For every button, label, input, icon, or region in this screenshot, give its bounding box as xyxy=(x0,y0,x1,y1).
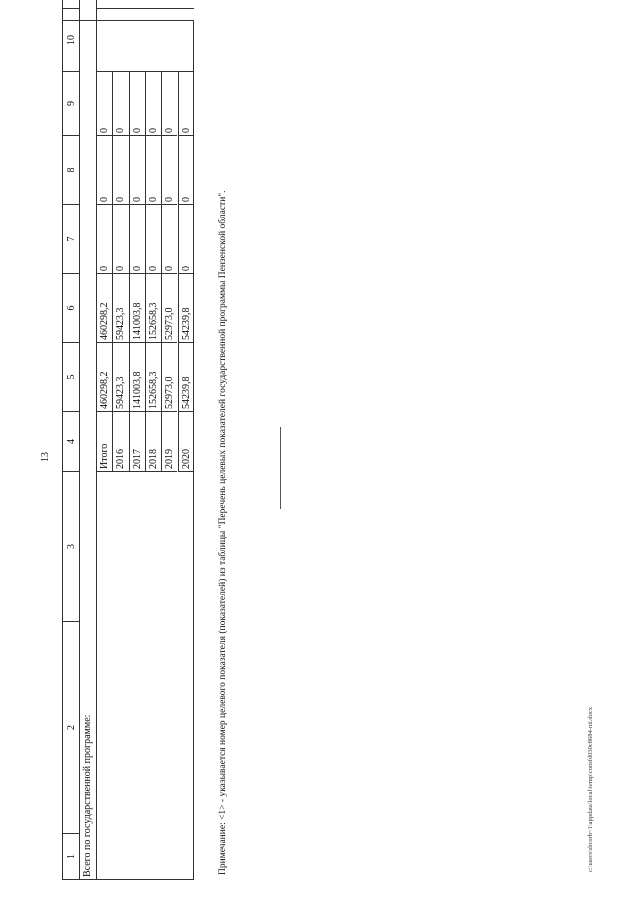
table-cell-r0-9: 0 xyxy=(96,72,112,136)
table-cell-r0-5: 460298,2 xyxy=(96,343,112,412)
blank-block-cols-1-3 xyxy=(96,472,194,880)
table-note: Примечание: <1> - указывается номер целевого показателя (показателей) из таблицы "Перечень целевых показателей государственной программы Пензенской области". xyxy=(218,190,228,875)
blank-block-col-11 xyxy=(96,0,194,9)
table-cell-r4-7: 0 xyxy=(161,205,177,274)
table-cell-r1-8: 0 xyxy=(112,136,128,205)
column-header-1: 1 xyxy=(62,834,79,880)
table-cell-r5-7: 0 xyxy=(178,205,194,274)
table-cell-r4-9: 0 xyxy=(161,72,177,136)
table-cell-r2-9: 0 xyxy=(129,72,145,136)
table-cell-r0-7: 0 xyxy=(96,205,112,274)
table-cell-r1-9: 0 xyxy=(112,72,128,136)
table-cell-r1-7: 0 xyxy=(112,205,128,274)
table-cell-r4-6: 52973,0 xyxy=(161,274,177,343)
footer-file-path: c:\users\shcorb~1\appdata\local\temp\consfd030c8684-nii.docx xyxy=(587,706,594,872)
column-header-2: 2 xyxy=(62,622,79,834)
page-number: 13 xyxy=(40,452,51,462)
table-cell-r5-9: 0 xyxy=(178,72,194,136)
separator-line xyxy=(280,427,281,509)
column-header-10: 10 xyxy=(62,9,79,72)
column-header-5: 5 xyxy=(62,343,79,412)
column-header-6: 6 xyxy=(62,274,79,343)
table-cell-r5-8: 0 xyxy=(178,136,194,205)
table-cell-r0-6: 460298,2 xyxy=(96,274,112,343)
blank-block-col-10 xyxy=(96,9,194,72)
table-cell-r2-7: 0 xyxy=(129,205,145,274)
table-border-bottom xyxy=(193,20,194,880)
funding-table xyxy=(62,20,194,880)
column-header-3: 3 xyxy=(62,472,79,622)
table-cell-r5-6: 54239,8 xyxy=(178,274,194,343)
column-header-9: 9 xyxy=(62,72,79,136)
section-title: Всего по государственной программе: xyxy=(79,0,96,880)
table-cell-r3-5: 152658,3 xyxy=(145,343,161,412)
table-border-right xyxy=(62,20,194,21)
table-cell-r5-4: 2020 xyxy=(178,412,194,472)
table-cell-r3-4: 2018 xyxy=(145,412,161,472)
table-cell-r2-6: 141003,8 xyxy=(129,274,145,343)
table-cell-r4-4: 2019 xyxy=(161,412,177,472)
table-cell-r1-4: 2016 xyxy=(112,412,128,472)
column-header-8: 8 xyxy=(62,136,79,205)
column-header-11 xyxy=(62,0,79,9)
table-cell-r3-7: 0 xyxy=(145,205,161,274)
table-cell-r0-8: 0 xyxy=(96,136,112,205)
column-header-4: 4 xyxy=(62,412,79,472)
table-cell-r5-5: 54239,8 xyxy=(178,343,194,412)
table-cell-r4-5: 52973,0 xyxy=(161,343,177,412)
table-cell-r0-4: Итого xyxy=(96,412,112,472)
table-cell-r1-6: 59423,3 xyxy=(112,274,128,343)
table-cell-r3-9: 0 xyxy=(145,72,161,136)
table-cell-r3-6: 152658,3 xyxy=(145,274,161,343)
table-cell-r2-4: 2017 xyxy=(129,412,145,472)
table-cell-r2-5: 141003,8 xyxy=(129,343,145,412)
table-cell-r3-8: 0 xyxy=(145,136,161,205)
column-header-7: 7 xyxy=(62,205,79,274)
table-cell-r2-8: 0 xyxy=(129,136,145,205)
table-cell-r4-8: 0 xyxy=(161,136,177,205)
table-cell-r1-5: 59423,3 xyxy=(112,343,128,412)
